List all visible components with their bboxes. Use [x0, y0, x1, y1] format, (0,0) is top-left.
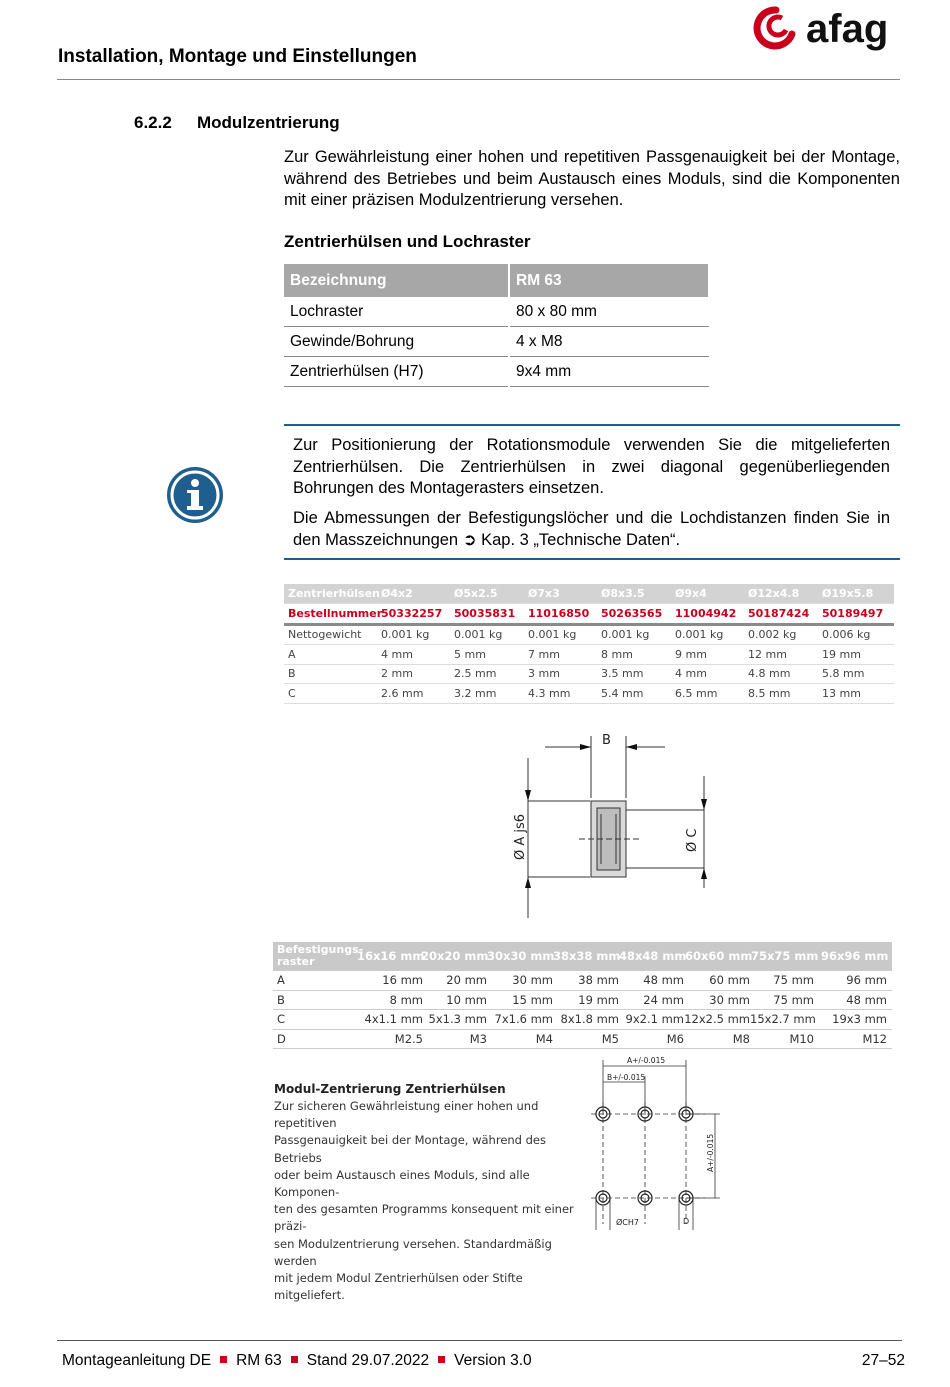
- order-number-row: [284, 604, 894, 623]
- sleeve-header-cell: Ø19x5.8: [822, 587, 874, 600]
- grid-cell: 10 mm: [446, 992, 487, 1007]
- sleeve-header-cell: Ø4x2: [381, 587, 413, 600]
- sleeve-cell: 11016850: [528, 606, 590, 620]
- grid-cell: M6: [666, 1031, 684, 1046]
- note-bottom-rule: [284, 558, 900, 560]
- sleeve-table: [284, 584, 894, 704]
- spec-cell: Gewinde/Bohrung: [284, 327, 509, 357]
- sleeve-cell: 6.5 mm: [675, 686, 718, 700]
- grid-header-cell: 30x30 mm: [487, 949, 555, 963]
- table-row: [284, 357, 709, 387]
- grid-cell: D: [277, 1031, 286, 1046]
- sleeve-cell: 5 mm: [454, 647, 486, 661]
- sleeve-cell: 50035831: [454, 606, 516, 620]
- footer-separator: [220, 1356, 227, 1363]
- sleeve-cell: 12 mm: [748, 647, 787, 661]
- footer: [62, 1352, 532, 1370]
- sleeve-cell: 5.4 mm: [601, 686, 644, 700]
- table-row: [273, 1030, 892, 1050]
- spec-table: [284, 264, 710, 387]
- sleeve-cell: 5.8 mm: [822, 667, 865, 681]
- grid-cell: 19x3 mm: [832, 1012, 887, 1027]
- sleeve-cell: 13 mm: [822, 686, 861, 700]
- footer-separator: [291, 1356, 298, 1363]
- grid-cell: 9x2.1 mm: [625, 1012, 684, 1027]
- grid-cell: 8x1.8 mm: [560, 1012, 619, 1027]
- table-row: [273, 1010, 892, 1030]
- table-row: [273, 991, 892, 1011]
- sleeve-cell: 19 mm: [822, 647, 861, 661]
- grid-cell: 19 mm: [578, 992, 619, 1007]
- grid-cell: 96 mm: [846, 973, 887, 988]
- sleeve-cell: 9 mm: [675, 647, 707, 661]
- grid-cell: 15 mm: [512, 992, 553, 1007]
- footer-doc-name: Montageanleitung DE: [62, 1352, 212, 1369]
- sleeve-cell: 50332257: [381, 606, 443, 620]
- grid-cell: 4x1.1 mm: [364, 1012, 423, 1027]
- sleeve-cell: 50189497: [822, 606, 884, 620]
- note-paragraph-1: Zur Positionierung der Rotationsmodule verwenden Sie die mitgelieferten Zentrierhülsen. Die Zentrierhülsen in zwei diagonal gegenüberliegenden Bohrungen des Montagerasters einsetzen.: [293, 436, 890, 497]
- grid-cell: M10: [789, 1031, 814, 1046]
- spec-cell: 9x4 mm: [509, 357, 709, 387]
- spec-cell: Zentrierhülsen (H7): [284, 357, 509, 387]
- grid-table: [273, 942, 892, 1049]
- grid-cell: B: [277, 992, 285, 1007]
- sleeve-header-cell: Ø7x3: [528, 587, 560, 600]
- grid-cell: M5: [601, 1031, 619, 1046]
- sleeve-cell: 3.5 mm: [601, 667, 644, 681]
- grid-cell: M8: [732, 1031, 750, 1046]
- table-row: [273, 971, 892, 991]
- footer-version: Version 3.0: [454, 1352, 532, 1369]
- footer-product: RM 63: [236, 1352, 282, 1369]
- sleeve-cell: 4 mm: [381, 647, 413, 661]
- grid-cell: 48 mm: [643, 973, 684, 988]
- sleeve-cell: 0.001 kg: [675, 628, 724, 642]
- sleeve-header-cell: Ø8x3.5: [601, 587, 645, 600]
- grid-cell: A: [277, 973, 285, 988]
- sleeve-cell: 2.6 mm: [381, 686, 424, 700]
- sleeve-cell: 11004942: [675, 606, 737, 620]
- grid-header-cell: 16x16 mm: [357, 949, 425, 963]
- section-number: 6.2.2: [134, 113, 172, 132]
- sleeve-cell: 7 mm: [528, 647, 560, 661]
- grid-header-cell: 60x60 mm: [685, 949, 753, 963]
- grid-cell: M3: [469, 1031, 487, 1046]
- sleeve-cell: 50263565: [601, 606, 663, 620]
- sleeve-cell: 50187424: [748, 606, 810, 620]
- table-row: [284, 645, 894, 665]
- grid-header-cell: Befestigungs-raster: [277, 943, 364, 968]
- spec-table-header: [284, 264, 709, 297]
- grid-label-a: A+/-0.015: [627, 1056, 666, 1065]
- page-header-title: Installation, Montage und Einstellungen: [58, 46, 417, 67]
- grid-cell: 12x2.5 mm: [684, 1012, 750, 1027]
- spec-header-cell: RM 63: [509, 264, 709, 297]
- footer-divider: [57, 1340, 902, 1341]
- sleeve-cell: 0.006 kg: [822, 628, 871, 642]
- grid-header-cell: 38x38 mm: [553, 949, 621, 963]
- grid-cell: 30 mm: [709, 992, 750, 1007]
- sleeve-cell: A: [288, 647, 296, 661]
- sleeve-cell: 0.001 kg: [381, 628, 430, 642]
- grid-cell: 15x2.7 mm: [750, 1012, 816, 1027]
- page-number: 27–52: [861, 1352, 905, 1369]
- grid-cell: M2.5: [394, 1031, 423, 1046]
- sleeve-cell: B: [288, 667, 296, 681]
- sleeve-cell: 8 mm: [601, 647, 633, 661]
- grid-cell: 38 mm: [578, 973, 619, 988]
- afag-logo: [752, 4, 902, 52]
- spec-cell: 80 x 80 mm: [509, 297, 709, 327]
- sleeve-table-header: [284, 584, 894, 604]
- grid-drawing: [585, 1052, 795, 1230]
- sleeve-cell: 4.3 mm: [528, 686, 571, 700]
- grid-table-header: [273, 942, 892, 971]
- spec-header-cell: Bezeichnung: [284, 264, 509, 297]
- grid-cell: 7x1.6 mm: [494, 1012, 553, 1027]
- grid-header-cell: 20x20 mm: [421, 949, 489, 963]
- spec-cell: Lochraster: [284, 297, 509, 327]
- sleeve-header-cell: Ø9x4: [675, 587, 707, 600]
- section-title: Modulzentrierung: [197, 113, 340, 132]
- table-row: [284, 665, 894, 685]
- grid-cell: 20 mm: [446, 973, 487, 988]
- table-row: [284, 626, 894, 646]
- sleeve-drawing: [500, 728, 720, 923]
- grid-cell: M4: [535, 1031, 553, 1046]
- info-icon: [166, 466, 224, 524]
- sleeve-header-cell: Ø5x2.5: [454, 587, 498, 600]
- sleeve-cell: 0.001 kg: [528, 628, 577, 642]
- spec-cell: 4 x M8: [509, 327, 709, 357]
- grid-cell: 24 mm: [643, 992, 684, 1007]
- table-row: [284, 297, 709, 327]
- table-row: [284, 327, 709, 357]
- grid-header-cell: 48x48 mm: [619, 949, 687, 963]
- grid-label-d: D: [683, 1217, 690, 1226]
- dim-label-a: Ø A js6: [513, 813, 528, 860]
- header-divider: [57, 79, 900, 80]
- grid-cell: 5x1.3 mm: [428, 1012, 487, 1027]
- grid-cell: 75 mm: [773, 973, 814, 988]
- grid-cell: 16 mm: [382, 973, 423, 988]
- table-heading: Zentrierhülsen und Lochraster: [284, 232, 531, 251]
- grid-cell: 60 mm: [709, 973, 750, 988]
- grid-cell: 75 mm: [773, 992, 814, 1007]
- note-top-rule: [284, 424, 900, 426]
- grid-cell: 48 mm: [846, 992, 887, 1007]
- sleeve-cell: 0.002 kg: [748, 628, 797, 642]
- grid-cell: 8 mm: [389, 992, 423, 1007]
- centering-block-title: Modul-Zentrierung Zentrierhülsen: [274, 1082, 506, 1096]
- table-row: [284, 684, 894, 704]
- footer-separator: [438, 1356, 445, 1363]
- note-paragraph-2: Die Abmessungen der Befestigungslöcher und die Lochdistanzen finden Sie in den Masszeichnungen ➲ Kap. 3 „Technische Daten“.: [293, 509, 890, 549]
- grid-label-a-vertical: A+/-0.015: [706, 1133, 715, 1172]
- sleeve-header-cell: Zentrierhülsen: [288, 587, 380, 600]
- intro-paragraph: Zur Gewährleistung einer hohen und repetitiven Passgenauigkeit bei der Montage, während des Betriebes und beim Austausch eines Moduls, sind die Komponenten mit einer präzisen Modulzentrierung versehen.: [284, 148, 900, 209]
- centering-block-text: Zur sicheren Gewährleistung einer hohen und repetitiven Passgenauigkeit bei der Montage, während des Betriebs oder beim Austausch eines Moduls, sind alle Komponen- ten des gesamten Programms konsequent mit einer präzi- sen Modulzentrierung versehen. Standardmäßig werden mit jedem Modul Zentrierhülsen oder Stifte mitgeliefert.: [274, 1099, 574, 1303]
- sleeve-cell: 3.2 mm: [454, 686, 497, 700]
- grid-cell: 30 mm: [512, 973, 553, 988]
- sleeve-cell: Nettogewicht: [288, 628, 362, 642]
- dim-label-c: Ø C: [685, 828, 700, 852]
- sleeve-cell: 2.5 mm: [454, 667, 497, 681]
- sleeve-header-cell: Ø12x4.8: [748, 587, 800, 600]
- grid-cell: C: [277, 1012, 286, 1027]
- sleeve-cell: 0.001 kg: [601, 628, 650, 642]
- grid-header-cell: 75x75 mm: [751, 949, 819, 963]
- sleeve-cell: 2 mm: [381, 667, 413, 681]
- sleeve-cell: 4 mm: [675, 667, 707, 681]
- logo-text: afag: [806, 7, 889, 51]
- sleeve-cell: 8.5 mm: [748, 686, 791, 700]
- sleeve-cell: C: [288, 686, 296, 700]
- sleeve-cell: Bestellnummer: [288, 606, 383, 620]
- grid-header-cell: 96x96 mm: [821, 949, 889, 963]
- dim-label-b: B: [602, 733, 611, 748]
- footer-date: Stand 29.07.2022: [306, 1352, 430, 1369]
- sleeve-cell: 3 mm: [528, 667, 560, 681]
- sleeve-cell: 0.001 kg: [454, 628, 503, 642]
- grid-label-c: ØCH7: [616, 1218, 639, 1227]
- grid-cell: M12: [862, 1031, 887, 1046]
- sleeve-cell: 4.8 mm: [748, 667, 791, 681]
- grid-label-b: B+/-0.015: [607, 1073, 646, 1082]
